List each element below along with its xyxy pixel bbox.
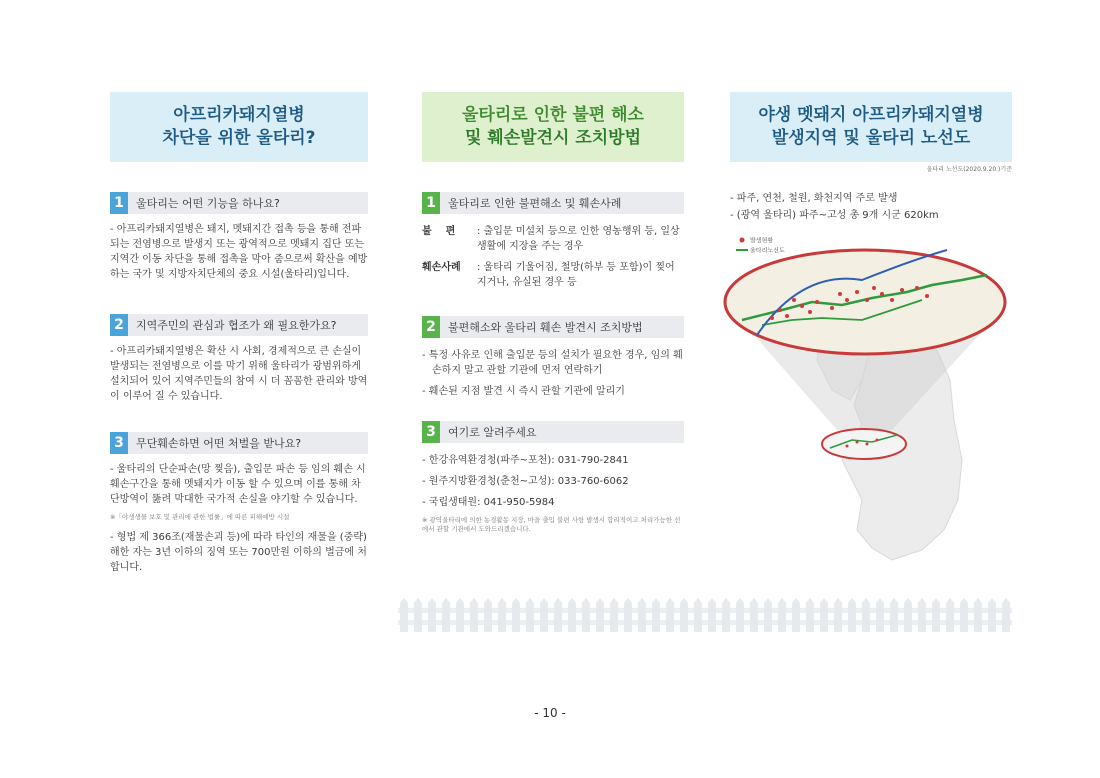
column-fence-purpose (110, 92, 368, 575)
section-header-3 (110, 432, 368, 454)
map-legend (736, 237, 785, 255)
banner-line-2: 차단을 위한 울타리? (162, 128, 316, 148)
column-map (730, 92, 1012, 223)
banner-line-1: 울타리로 인한 불편 해소 (462, 105, 644, 125)
fence-picket (568, 598, 576, 632)
fence-picket (876, 598, 884, 632)
contact-item: - 한강유역환경청(파주~포천): 031-790-2841 (422, 455, 629, 466)
banner-title (730, 92, 1012, 162)
section-number: 1 (422, 192, 440, 214)
banner-line-2: 및 훼손발견시 조치방법 (464, 128, 642, 148)
fence-picket (848, 598, 856, 632)
korea-fence-map (722, 230, 1012, 580)
map-bullet: - 파주, 연천, 철원, 화천지역 주로 발생 (730, 193, 898, 204)
fence-picket (946, 598, 954, 632)
definition-key: 훼손사례 (422, 262, 461, 273)
fence-picket (694, 598, 702, 632)
fence-picket (904, 598, 912, 632)
fence-picket (484, 598, 492, 632)
fence-picket (1002, 598, 1010, 632)
legend-outbreak: 발생현황 (750, 237, 774, 245)
fence-picket (526, 598, 534, 632)
page-number: - 10 - (534, 706, 566, 720)
fence-picket (750, 598, 758, 632)
fence-picket (554, 598, 562, 632)
section-header-2 (422, 316, 684, 338)
section-number: 1 (110, 192, 128, 214)
fence-picket (624, 598, 632, 632)
fence-picket (400, 598, 408, 632)
fence-picket (498, 598, 506, 632)
section-header-3 (422, 421, 684, 443)
definition-damage (422, 260, 684, 290)
contact-item: - 원주지방환경청(춘천~고성): 033-760-6062 (422, 476, 629, 487)
section-text: - 아프리카돼지열병은 확산 시 사회, 경제적으로 큰 손실이 발생되는 전염병으로 이를 막기 위해 울타리가 광범위하게 설치되어 있어 지역주민들의 참여 시 더 꼼꼼한 관리와 방역이 이루어 질 수 있습니다. (110, 346, 368, 402)
section-title: 불편해소와 울타리 훼손 발견시 조치방법 (448, 321, 643, 334)
fence-picket (512, 598, 520, 632)
fence-picket (890, 598, 898, 632)
fence-picket (960, 598, 968, 632)
fence-picket (932, 598, 940, 632)
column-actions (422, 92, 684, 534)
section-number: 2 (110, 314, 128, 336)
section-header-1 (110, 192, 368, 214)
fence-picket (638, 598, 646, 632)
outbreak-ellipse-small (822, 429, 906, 459)
section-header-1 (422, 192, 684, 214)
fence-picket (988, 598, 996, 632)
penalty-text: - 형법 제 366조(재물손괴 등)에 따라 타인의 재물을 (중략) 해한 자는 3년 이하의 징역 또는 700만원 이하의 벌금에 처합니다. (110, 532, 367, 573)
definition-value: : 출입문 미설치 등으로 인한 영농행위 등, 일상생활에 지장을 주는 경우 (477, 226, 680, 252)
section-title: 무단훼손하면 어떤 처벌을 받나요? (136, 437, 302, 450)
fence-picket (764, 598, 772, 632)
banner-title (422, 92, 684, 162)
fence-picket (442, 598, 450, 632)
fence-picket (778, 598, 786, 632)
definition-inconvenience (422, 224, 684, 254)
contact-item: - 국립생태원: 041-950-5984 (422, 497, 555, 508)
fence-picket (974, 598, 982, 632)
legend-fence-route: 울타리노선도 (750, 247, 785, 255)
fence-picket (414, 598, 422, 632)
fence-picket (610, 598, 618, 632)
fence-picket (666, 598, 674, 632)
fence-picket (918, 598, 926, 632)
fence-picket (862, 598, 870, 632)
map-date-note: 울타리 노선도(2020.9.20.)기준 (926, 166, 1012, 173)
section-text: - 울타리의 단순파손(망 찢음), 출입문 파손 등 임의 훼손 시 훼손구간을 통해 멧돼지가 이동 할 수 있으며 이를 통해 차단방역이 뚫려 막대한 국가적 손실을 야기할 수 있습니다. (110, 464, 366, 505)
definition-value: : 울타리 기울어짐, 철망(하부 등 포함)이 찢어지거나, 유실된 경우 등 (477, 262, 675, 288)
fence-picket (680, 598, 688, 632)
fence-picket (820, 598, 828, 632)
section-header-2 (110, 314, 368, 336)
section-number: 3 (110, 432, 128, 454)
fence-picket (456, 598, 464, 632)
section-text: - 아프리카돼지열병은 돼지, 멧돼지간 접촉 등을 통해 전파되는 전염병으로 발생지 또는 광역적으로 멧돼지 집단 또는 지역간 이동 차단을 통해 접촉을 막아 줌으로써 확산을 예방하는 국가 및 지방자치단체의 중요 시설(울타리)입니다. (110, 224, 368, 280)
fence-picket (722, 598, 730, 632)
section-number: 2 (422, 316, 440, 338)
fence-picket (596, 598, 604, 632)
fence-picket (652, 598, 660, 632)
fence-picket (834, 598, 842, 632)
banner-line-2: 발생지역 및 울타리 노선도 (771, 128, 971, 148)
fence-picket (428, 598, 436, 632)
fence-picket (540, 598, 548, 632)
banner-title (110, 92, 368, 162)
map-bullet: - (광역 울타리) 파주~고성 총 9개 시군 620km (730, 210, 939, 221)
fence-picket (736, 598, 744, 632)
fence-picket (470, 598, 478, 632)
list-item: - 훼손된 지점 발견 시 즉시 관할 기관에 알리기 (422, 386, 625, 397)
section-title: 울타리는 어떤 기능을 하나요? (136, 197, 280, 210)
fence-picket (806, 598, 814, 632)
section-title: 여기로 알려주세요 (448, 426, 537, 439)
banner-line-1: 야생 멧돼지 아프리카돼지열병 (758, 105, 984, 125)
section-title: 울타리로 인한 불편해소 및 훼손사례 (448, 197, 622, 210)
fence-picket (582, 598, 590, 632)
definition-key: 불 편 (422, 226, 456, 237)
section-number: 3 (422, 421, 440, 443)
fence-picket (792, 598, 800, 632)
fence-picket (708, 598, 716, 632)
zoomed-region-ellipse (725, 250, 1005, 354)
law-note: ※「야생생물 보호 및 관리에 관한 법률」에 따른 피해예방 시설 (110, 513, 290, 521)
list-item: - 특정 사유로 인해 출입문 등의 설치가 필요한 경우, 임의 훼손하지 말고 관할 기관에 먼저 연락하기 (422, 350, 683, 376)
banner-line-1: 아프리카돼지열병 (173, 105, 305, 125)
fence-illustration (398, 598, 1012, 632)
section-title: 지역주민의 관심과 협조가 왜 필요한가요? (136, 319, 337, 332)
contact-note: ※ 광역울타리에 의한 농경활동 지장, 마을 출입 불편 사항 발생시 합리적이고 처리가능한 선에서 관할 기관에서 도와드리겠습니다. (422, 516, 681, 533)
